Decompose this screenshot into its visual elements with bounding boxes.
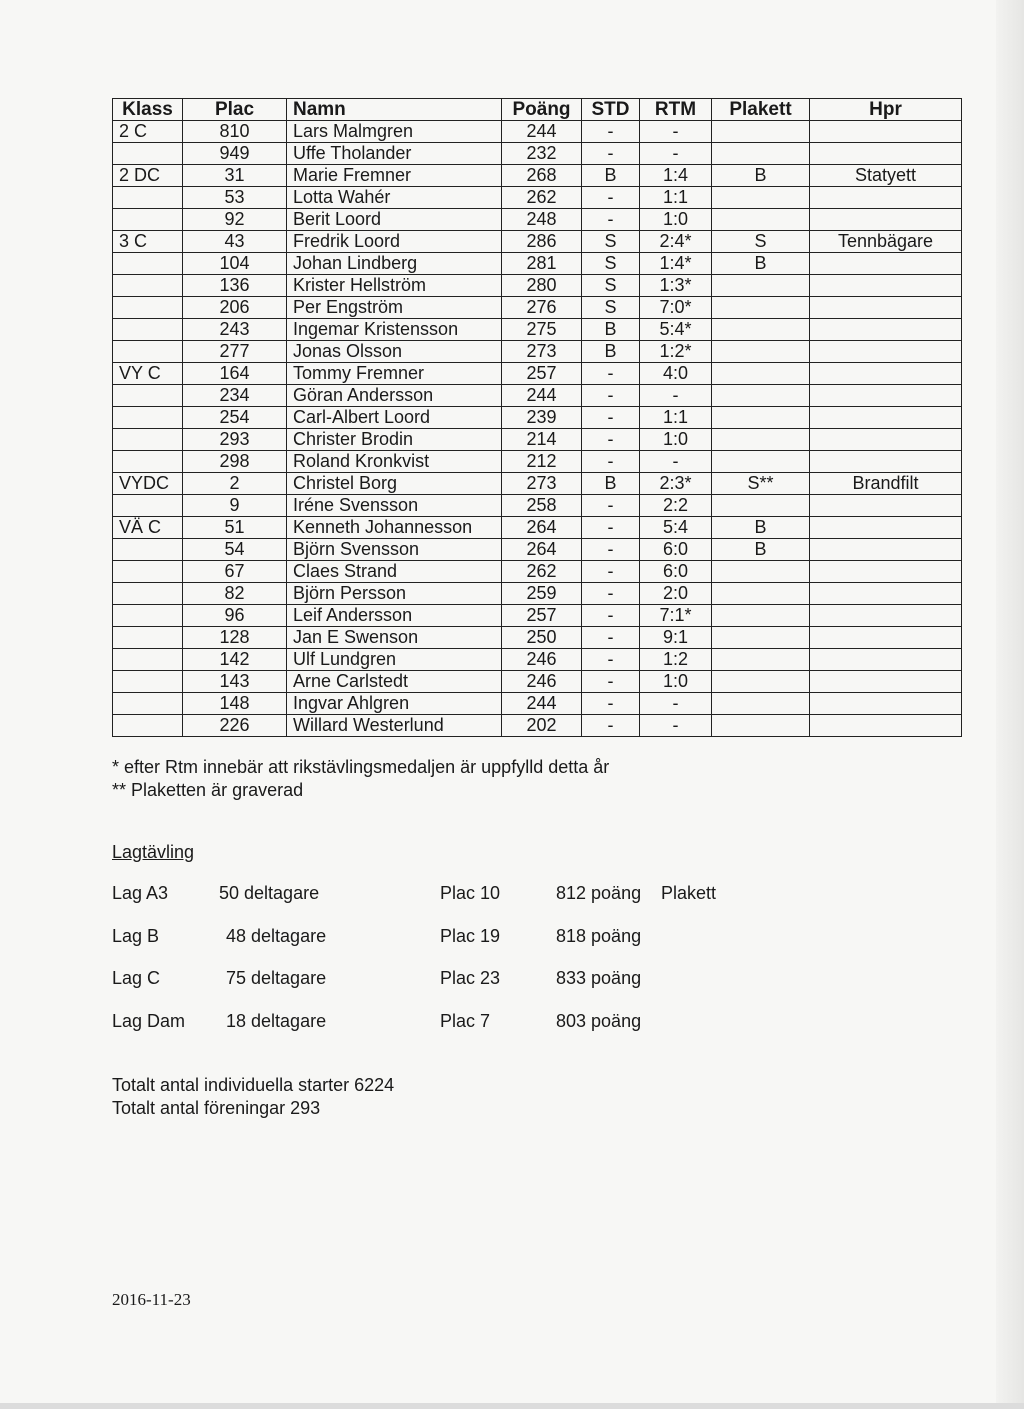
cell-plac: 243 <box>183 319 287 341</box>
cell-poang: 244 <box>502 385 582 407</box>
cell-plac: 82 <box>183 583 287 605</box>
cell-plakett <box>712 385 810 407</box>
cell-namn: Fredrik Loord <box>287 231 502 253</box>
cell-hpr <box>810 253 962 275</box>
cell-poang: 273 <box>502 341 582 363</box>
team-row <box>112 926 812 950</box>
cell-rtm: - <box>640 143 712 165</box>
cell-klass <box>113 275 183 297</box>
cell-plakett <box>712 671 810 693</box>
cell-plac: 9 <box>183 495 287 517</box>
footnote-plakett: ** Plaketten är graverad <box>112 780 304 800</box>
cell-plakett <box>712 495 810 517</box>
table-row <box>113 407 962 429</box>
cell-plakett <box>712 583 810 605</box>
results-body <box>113 121 962 737</box>
cell-poang: 286 <box>502 231 582 253</box>
cell-namn: Iréne Svensson <box>287 495 502 517</box>
cell-klass <box>113 319 183 341</box>
cell-namn: Willard Westerlund <box>287 715 502 737</box>
cell-plac: 136 <box>183 275 287 297</box>
table-row <box>113 627 962 649</box>
cell-plakett <box>712 649 810 671</box>
cell-rtm: 2:4* <box>640 231 712 253</box>
cell-std: - <box>582 583 640 605</box>
cell-namn: Uffe Tholander <box>287 143 502 165</box>
cell-plakett <box>712 275 810 297</box>
cell-hpr <box>810 451 962 473</box>
cell-poang: 262 <box>502 561 582 583</box>
cell-hpr <box>810 143 962 165</box>
cell-rtm: 4:0 <box>640 363 712 385</box>
cell-klass: 3 C <box>113 231 183 253</box>
cell-poang: 246 <box>502 671 582 693</box>
cell-poang: 280 <box>502 275 582 297</box>
cell-plac: 206 <box>183 297 287 319</box>
cell-rtm: 7:0* <box>640 297 712 319</box>
lagtavling-heading: Lagtävling <box>112 842 195 862</box>
cell-plac: 2 <box>183 473 287 495</box>
cell-poang: 248 <box>502 209 582 231</box>
cell-std: B <box>582 319 640 341</box>
cell-plakett: S <box>712 231 810 253</box>
cell-klass <box>113 341 183 363</box>
team-points: 803 poäng <box>556 1011 642 1031</box>
cell-namn: Christer Brodin <box>287 429 502 451</box>
cell-hpr <box>810 385 962 407</box>
cell-plac: 142 <box>183 649 287 671</box>
footnotes <box>112 756 609 802</box>
team-row <box>112 883 812 907</box>
cell-hpr <box>810 209 962 231</box>
cell-plakett <box>712 121 810 143</box>
cell-hpr <box>810 407 962 429</box>
cell-klass <box>113 143 183 165</box>
table-row <box>113 165 962 187</box>
cell-std: - <box>582 451 640 473</box>
cell-plac: 96 <box>183 605 287 627</box>
cell-rtm: 1:1 <box>640 187 712 209</box>
cell-std: - <box>582 649 640 671</box>
cell-rtm: 1:0 <box>640 429 712 451</box>
table-header-row <box>113 99 962 121</box>
cell-hpr <box>810 297 962 319</box>
table-row <box>113 671 962 693</box>
cell-rtm: 9:1 <box>640 627 712 649</box>
cell-rtm: 1:4 <box>640 165 712 187</box>
cell-hpr <box>810 429 962 451</box>
cell-plac: 234 <box>183 385 287 407</box>
team-name: Lag Dam <box>112 1011 186 1031</box>
cell-klass: VYDC <box>113 473 183 495</box>
table-row <box>113 605 962 627</box>
cell-klass <box>113 297 183 319</box>
table-row <box>113 209 962 231</box>
cell-plakett <box>712 187 810 209</box>
cell-plakett <box>712 715 810 737</box>
table-row <box>113 275 962 297</box>
table-row <box>113 693 962 715</box>
table-row <box>113 517 962 539</box>
table-row <box>113 319 962 341</box>
table-row <box>113 495 962 517</box>
cell-plakett <box>712 297 810 319</box>
cell-rtm: 1:0 <box>640 209 712 231</box>
team-points: 818 poäng <box>556 926 642 946</box>
cell-rtm: 6:0 <box>640 561 712 583</box>
cell-plakett: S** <box>712 473 810 495</box>
table-row <box>113 539 962 561</box>
cell-plakett <box>712 605 810 627</box>
cell-poang: 246 <box>502 649 582 671</box>
cell-std: - <box>582 143 640 165</box>
cell-plac: 254 <box>183 407 287 429</box>
cell-klass: 2 DC <box>113 165 183 187</box>
cell-namn: Lars Malmgren <box>287 121 502 143</box>
cell-plac: 148 <box>183 693 287 715</box>
cell-std: - <box>582 209 640 231</box>
cell-plakett <box>712 429 810 451</box>
cell-namn: Johan Lindberg <box>287 253 502 275</box>
table-row <box>113 649 962 671</box>
cell-namn: Göran Andersson <box>287 385 502 407</box>
cell-plac: 226 <box>183 715 287 737</box>
cell-plakett <box>712 561 810 583</box>
cell-klass <box>113 385 183 407</box>
cell-plac: 51 <box>183 517 287 539</box>
cell-klass <box>113 627 183 649</box>
cell-hpr <box>810 627 962 649</box>
cell-plac: 31 <box>183 165 287 187</box>
cell-klass <box>113 715 183 737</box>
cell-poang: 257 <box>502 605 582 627</box>
cell-poang: 257 <box>502 363 582 385</box>
cell-poang: 259 <box>502 583 582 605</box>
cell-hpr <box>810 517 962 539</box>
cell-namn: Kenneth Johannesson <box>287 517 502 539</box>
cell-plakett: B <box>712 253 810 275</box>
cell-plakett <box>712 451 810 473</box>
cell-hpr <box>810 539 962 561</box>
cell-klass <box>113 187 183 209</box>
team-points: 812 poäng <box>556 883 642 903</box>
cell-klass <box>113 605 183 627</box>
cell-hpr <box>810 275 962 297</box>
table-row <box>113 583 962 605</box>
header-plakett: Plakett <box>712 99 810 121</box>
cell-klass <box>113 253 183 275</box>
cell-plakett <box>712 209 810 231</box>
cell-klass <box>113 693 183 715</box>
cell-rtm: - <box>640 121 712 143</box>
table-row <box>113 231 962 253</box>
header-klass: Klass <box>113 99 183 121</box>
cell-poang: 276 <box>502 297 582 319</box>
cell-rtm: 6:0 <box>640 539 712 561</box>
cell-std: S <box>582 297 640 319</box>
cell-hpr: Tennbägare <box>810 231 962 253</box>
cell-plac: 298 <box>183 451 287 473</box>
cell-std: - <box>582 715 640 737</box>
header-namn: Namn <box>287 99 502 121</box>
cell-namn: Jan E Swenson <box>287 627 502 649</box>
cell-plac: 277 <box>183 341 287 363</box>
cell-plac: 164 <box>183 363 287 385</box>
cell-poang: 244 <box>502 693 582 715</box>
cell-plakett <box>712 693 810 715</box>
cell-rtm: 2:2 <box>640 495 712 517</box>
cell-hpr <box>810 121 962 143</box>
page-edge-shadow <box>996 0 1024 1409</box>
team-participants: 75 deltagare <box>226 968 327 988</box>
cell-klass <box>113 451 183 473</box>
cell-plac: 54 <box>183 539 287 561</box>
table-row <box>113 143 962 165</box>
cell-std: S <box>582 231 640 253</box>
document-date: 2016-11-23 <box>112 1290 191 1309</box>
cell-plac: 43 <box>183 231 287 253</box>
team-placement: Plac 7 <box>440 1011 491 1031</box>
team-participants: 18 deltagare <box>226 1011 327 1031</box>
cell-namn: Leif Andersson <box>287 605 502 627</box>
table-row <box>113 297 962 319</box>
cell-rtm: 1:2 <box>640 649 712 671</box>
cell-hpr <box>810 319 962 341</box>
cell-hpr <box>810 341 962 363</box>
cell-poang: 244 <box>502 121 582 143</box>
cell-plakett: B <box>712 517 810 539</box>
cell-rtm: - <box>640 693 712 715</box>
cell-rtm: - <box>640 715 712 737</box>
cell-hpr <box>810 583 962 605</box>
cell-std: - <box>582 121 640 143</box>
cell-plakett <box>712 143 810 165</box>
cell-hpr: Statyett <box>810 165 962 187</box>
team-participants: 50 deltagare <box>219 883 320 903</box>
cell-poang: 275 <box>502 319 582 341</box>
cell-std: S <box>582 253 640 275</box>
cell-poang: 281 <box>502 253 582 275</box>
cell-std: - <box>582 385 640 407</box>
totals <box>112 1074 394 1120</box>
cell-hpr <box>810 495 962 517</box>
cell-poang: 264 <box>502 539 582 561</box>
team-name: Lag B <box>112 926 160 946</box>
header-poang: Poäng <box>502 99 582 121</box>
cell-namn: Lotta Wahér <box>287 187 502 209</box>
team-name: Lag A3 <box>112 883 169 903</box>
team-award: Plakett <box>661 883 717 903</box>
cell-plac: 949 <box>183 143 287 165</box>
cell-klass <box>113 407 183 429</box>
cell-rtm: 5:4 <box>640 517 712 539</box>
cell-hpr <box>810 187 962 209</box>
header-std: STD <box>582 99 640 121</box>
cell-std: B <box>582 341 640 363</box>
cell-rtm: 7:1* <box>640 605 712 627</box>
team-name: Lag C <box>112 968 161 988</box>
table-row <box>113 451 962 473</box>
team-row <box>112 968 812 992</box>
cell-poang: 250 <box>502 627 582 649</box>
cell-std: - <box>582 495 640 517</box>
team-points: 833 poäng <box>556 968 642 988</box>
cell-poang: 264 <box>502 517 582 539</box>
table-row <box>113 385 962 407</box>
cell-klass <box>113 561 183 583</box>
cell-plac: 92 <box>183 209 287 231</box>
cell-std: B <box>582 473 640 495</box>
cell-klass: VÄ C <box>113 517 183 539</box>
cell-rtm: 1:1 <box>640 407 712 429</box>
cell-poang: 258 <box>502 495 582 517</box>
cell-namn: Claes Strand <box>287 561 502 583</box>
cell-namn: Christel Borg <box>287 473 502 495</box>
cell-namn: Per Engström <box>287 297 502 319</box>
cell-klass <box>113 671 183 693</box>
team-participants: 48 deltagare <box>226 926 327 946</box>
cell-poang: 214 <box>502 429 582 451</box>
cell-plac: 53 <box>183 187 287 209</box>
cell-klass <box>113 583 183 605</box>
cell-plakett <box>712 627 810 649</box>
cell-std: - <box>582 693 640 715</box>
cell-std: - <box>582 407 640 429</box>
header-hpr: Hpr <box>810 99 962 121</box>
table-row <box>113 341 962 363</box>
cell-std: - <box>582 187 640 209</box>
cell-namn: Tommy Fremner <box>287 363 502 385</box>
cell-hpr: Brandfilt <box>810 473 962 495</box>
cell-std: B <box>582 165 640 187</box>
cell-rtm: 1:4* <box>640 253 712 275</box>
cell-poang: 232 <box>502 143 582 165</box>
cell-plakett: B <box>712 539 810 561</box>
cell-plac: 293 <box>183 429 287 451</box>
cell-namn: Roland Kronkvist <box>287 451 502 473</box>
cell-rtm: - <box>640 385 712 407</box>
cell-klass <box>113 649 183 671</box>
team-row <box>112 1011 812 1035</box>
table-row <box>113 187 962 209</box>
cell-klass <box>113 429 183 451</box>
cell-poang: 268 <box>502 165 582 187</box>
cell-klass: 2 C <box>113 121 183 143</box>
header-plac: Plac <box>183 99 287 121</box>
cell-poang: 202 <box>502 715 582 737</box>
cell-plac: 143 <box>183 671 287 693</box>
cell-plac: 810 <box>183 121 287 143</box>
page-bottom-edge <box>0 1403 1024 1409</box>
cell-hpr <box>810 693 962 715</box>
results-table <box>112 98 962 737</box>
table-row <box>113 363 962 385</box>
cell-plac: 128 <box>183 627 287 649</box>
cell-rtm: 5:4* <box>640 319 712 341</box>
cell-std: - <box>582 561 640 583</box>
cell-std: - <box>582 605 640 627</box>
cell-namn: Krister Hellström <box>287 275 502 297</box>
cell-std: - <box>582 671 640 693</box>
cell-hpr <box>810 671 962 693</box>
cell-rtm: 1:3* <box>640 275 712 297</box>
total-clubs: Totalt antal föreningar 293 <box>112 1098 321 1118</box>
cell-poang: 212 <box>502 451 582 473</box>
cell-rtm: 2:3* <box>640 473 712 495</box>
cell-poang: 239 <box>502 407 582 429</box>
cell-hpr <box>810 715 962 737</box>
cell-plakett <box>712 341 810 363</box>
team-placement: Plac 10 <box>440 883 501 903</box>
cell-plakett <box>712 319 810 341</box>
cell-klass <box>113 539 183 561</box>
cell-namn: Marie Fremner <box>287 165 502 187</box>
footnote-rtm: * efter Rtm innebär att rikstävlingsmedaljen är uppfylld detta år <box>112 757 610 777</box>
cell-plakett: B <box>712 165 810 187</box>
total-starts: Totalt antal individuella starter 6224 <box>112 1075 395 1095</box>
cell-klass: VY C <box>113 363 183 385</box>
table-row <box>113 121 962 143</box>
cell-namn: Arne Carlstedt <box>287 671 502 693</box>
cell-hpr <box>810 649 962 671</box>
header-rtm: RTM <box>640 99 712 121</box>
cell-std: - <box>582 363 640 385</box>
cell-namn: Ingvar Ahlgren <box>287 693 502 715</box>
table-row <box>113 473 962 495</box>
cell-namn: Björn Persson <box>287 583 502 605</box>
cell-namn: Berit Loord <box>287 209 502 231</box>
table-row <box>113 561 962 583</box>
cell-namn: Ingemar Kristensson <box>287 319 502 341</box>
cell-poang: 262 <box>502 187 582 209</box>
cell-namn: Carl-Albert Loord <box>287 407 502 429</box>
cell-std: - <box>582 517 640 539</box>
cell-klass <box>113 209 183 231</box>
table-row <box>113 715 962 737</box>
cell-plakett <box>712 407 810 429</box>
cell-namn: Jonas Olsson <box>287 341 502 363</box>
cell-poang: 273 <box>502 473 582 495</box>
cell-plac: 104 <box>183 253 287 275</box>
team-placement: Plac 19 <box>440 926 501 946</box>
cell-std: S <box>582 275 640 297</box>
cell-hpr <box>810 363 962 385</box>
cell-std: - <box>582 429 640 451</box>
cell-rtm: 2:0 <box>640 583 712 605</box>
table-row <box>113 253 962 275</box>
cell-namn: Ulf Lundgren <box>287 649 502 671</box>
cell-rtm: - <box>640 451 712 473</box>
team-placement: Plac 23 <box>440 968 501 988</box>
cell-hpr <box>810 605 962 627</box>
cell-plac: 67 <box>183 561 287 583</box>
cell-rtm: 1:0 <box>640 671 712 693</box>
cell-std: - <box>582 539 640 561</box>
cell-hpr <box>810 561 962 583</box>
cell-klass <box>113 495 183 517</box>
cell-std: - <box>582 627 640 649</box>
cell-plakett <box>712 363 810 385</box>
cell-namn: Björn Svensson <box>287 539 502 561</box>
table-row <box>113 429 962 451</box>
cell-rtm: 1:2* <box>640 341 712 363</box>
